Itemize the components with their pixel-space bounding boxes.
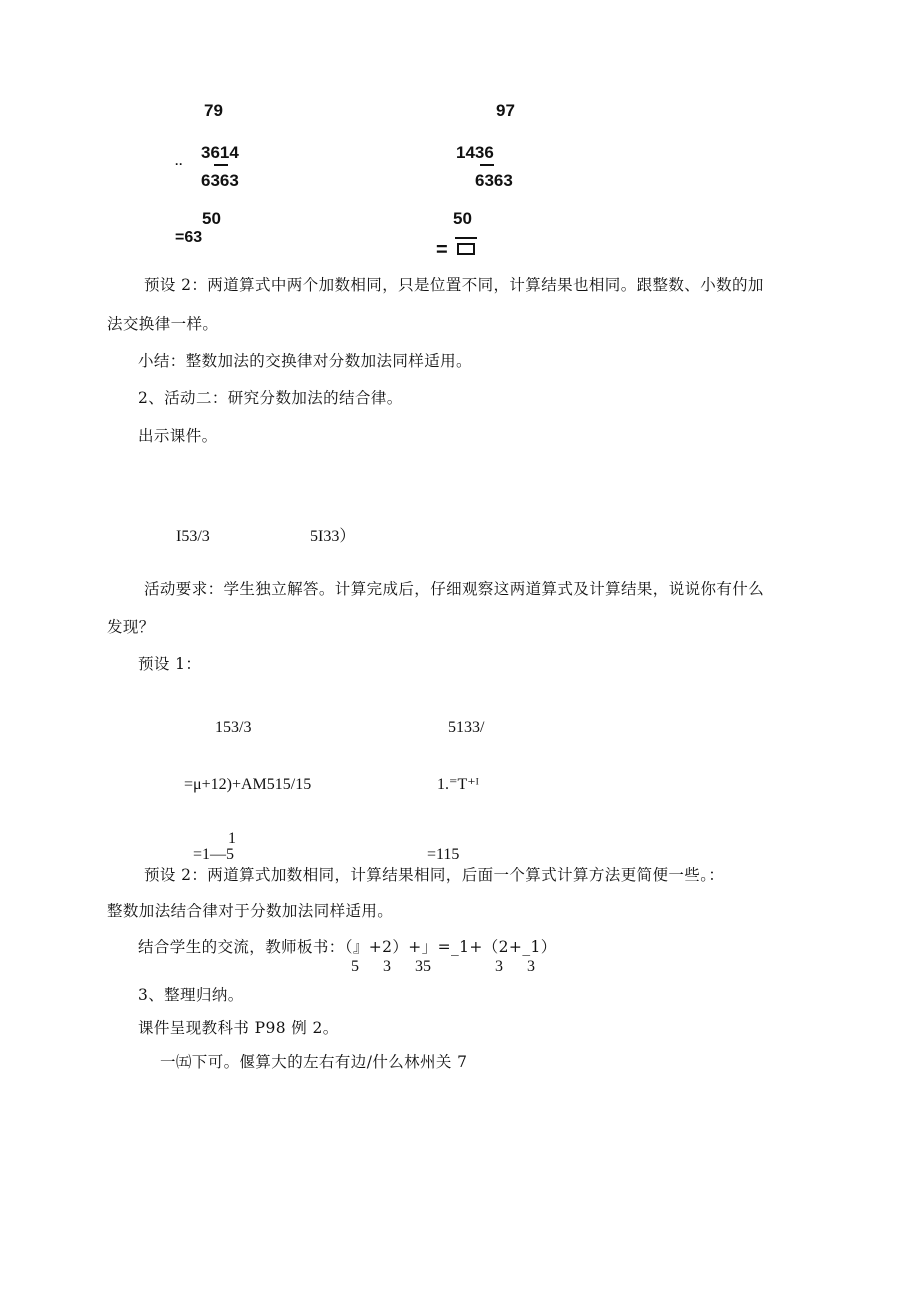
preset2-line2: 法交换律一样。 bbox=[107, 315, 219, 333]
work-left-line2: =μ+12)+AM515/15 bbox=[184, 776, 312, 793]
work-right-line2: 1.⁼T⁺ᴵ bbox=[437, 776, 479, 793]
show-courseware: 出示课件。 bbox=[138, 427, 218, 445]
dots-mark: ·· bbox=[175, 157, 183, 171]
work-right-line1: 5133/ bbox=[448, 719, 485, 736]
preset2b-text: 预设 2：两道算式加数相同，计算结果相同，后面一个算式计算方法更简便一些。： bbox=[144, 866, 725, 884]
courseware-line: 课件呈现教科书 P98 例 2。 bbox=[138, 1019, 339, 1037]
fraction-left-row3: 6363 bbox=[201, 171, 239, 190]
work-left-line3: =1—5 bbox=[193, 846, 235, 863]
activity2-heading: 2、活动二：研究分数加法的结合律。 bbox=[138, 389, 403, 407]
work-left-line1: 153/3 bbox=[215, 719, 252, 736]
fraction-left-result: =63 bbox=[175, 229, 203, 246]
fraction-left-row2: 3614 bbox=[201, 143, 239, 162]
activity-requirement-line2: 发现？ bbox=[107, 618, 155, 636]
fraction-left-bottom: 50 bbox=[202, 209, 221, 228]
fraction-right-bottom: 50 bbox=[453, 209, 472, 228]
fraction-right-row2: 1436 bbox=[456, 143, 494, 162]
garbled-glyph-icon bbox=[454, 236, 478, 256]
fraction-right-top: 97 bbox=[496, 101, 515, 120]
fraction-bar bbox=[480, 164, 494, 166]
preset1-label: 预设 1： bbox=[138, 655, 202, 673]
board-denominators: 5 3 35 3 3 bbox=[351, 958, 535, 975]
expression-b: 5I33） bbox=[310, 528, 356, 545]
expression-a: I53/3 bbox=[176, 528, 210, 545]
fraction-right-row3: 6363 bbox=[475, 171, 513, 190]
fraction-left-top: 79 bbox=[204, 101, 223, 120]
work-right-line3: =115 bbox=[427, 846, 460, 863]
summary: 小结：整数加法的交换律对分数加法同样适用。 bbox=[138, 352, 472, 370]
fraction-right-result-sign: = bbox=[436, 239, 448, 261]
fraction-bar bbox=[214, 164, 228, 166]
activity-requirement-line1: 活动要求：学生独立解答。计算完成后，仔细观察这两道算式及计算结果，说说你有什么 bbox=[144, 580, 765, 598]
board-writing: 结合学生的交流，教师板书：（』+2）+」=_1+（2+_1） bbox=[138, 938, 557, 956]
section3-heading: 3、整理归纳。 bbox=[138, 986, 244, 1004]
preset2-line1: 预设 2：两道算式中两个加数相同，只是位置不同，计算结果也相同。跟整数、小数的加 bbox=[144, 276, 764, 294]
garbled-line: 一㈤下可。偃算大的左右有边/什么林州关 7 bbox=[160, 1053, 468, 1071]
work-fraction-numerator: 1 bbox=[228, 830, 236, 847]
conclusion: 整数加法结合律对于分数加法同样适用。 bbox=[107, 902, 394, 920]
